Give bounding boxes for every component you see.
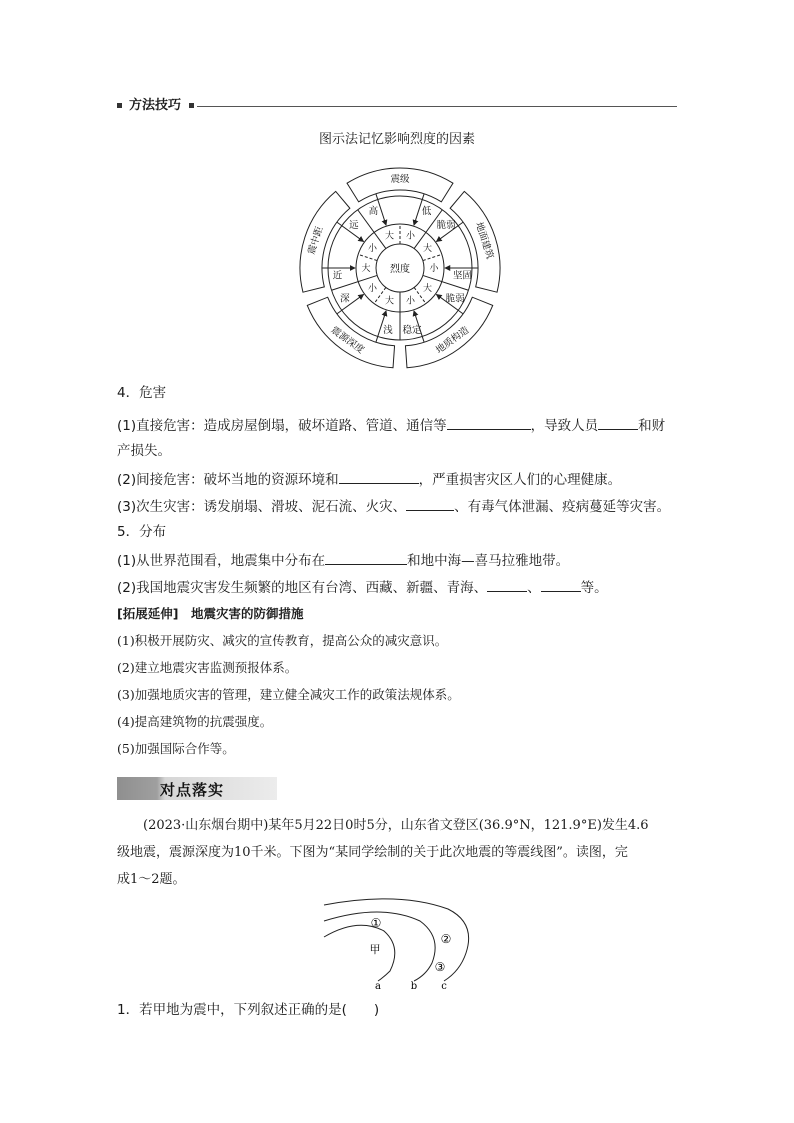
- answer-blank[interactable]: [598, 414, 638, 430]
- practice-banner: [117, 777, 277, 800]
- square-bullet-icon: [117, 103, 122, 108]
- factor-name: 震中距: [306, 225, 326, 256]
- square-bullet-icon: [189, 103, 194, 108]
- answer-blank[interactable]: [541, 576, 581, 592]
- answer-blank[interactable]: [447, 414, 531, 430]
- high-label: 脆弱: [436, 220, 456, 232]
- extension-item: (1)积极开展防灾、减灾的宣传教育，提高公众的减灾意识。: [117, 633, 448, 648]
- banner-label: 对点落实: [160, 781, 225, 799]
- text: 、有毒气体泄漏、疫病蔓延等灾害。: [454, 499, 671, 515]
- low-label: 远: [349, 220, 359, 232]
- section5-heading: 5．分布: [117, 524, 167, 540]
- extension-title: 地震灾害的防御措施: [190, 606, 304, 621]
- practice-intro-line1: (2023·山东烟台期中)某年5月22日0时5分，山东省文登区(36.9°N，121.9°E)发生4.6: [143, 818, 649, 833]
- sector-midline: [423, 254, 442, 260]
- label-jia: 甲: [369, 943, 381, 956]
- small-label: 小: [367, 283, 378, 294]
- section4-line1: [117, 414, 687, 436]
- header-rule: [197, 106, 677, 107]
- extension-item: (2)建立地震灾害监测预报体系。: [117, 660, 298, 675]
- section4-line3: [117, 495, 687, 517]
- center-label: 烈度: [390, 264, 410, 275]
- high-label: 近: [332, 270, 343, 282]
- sector-midline: [358, 254, 377, 260]
- label-b: b: [410, 981, 418, 992]
- big-label: 大: [422, 283, 433, 294]
- high-label: 脆弱: [445, 293, 465, 305]
- text: (3)次生灾害：诱发崩塌、滑坡、泥石流、火灾、: [117, 499, 407, 515]
- label-a: a: [375, 981, 381, 992]
- label-circle-2: ②: [440, 932, 452, 946]
- isoline-a: [324, 925, 395, 981]
- text: (1)直接危害：造成房屋倒塌，破坏道路、管道、通信等: [117, 418, 447, 434]
- label-circle-1: ①: [370, 916, 382, 930]
- factor-box: [300, 191, 350, 292]
- answer-blank[interactable]: [339, 468, 419, 484]
- section4-line2: [117, 468, 687, 490]
- factor-name: 震级: [390, 174, 410, 185]
- method-title: 方法技巧: [129, 98, 182, 113]
- label-circle-3: ③: [434, 960, 446, 974]
- text: ，导致人员: [530, 418, 599, 434]
- method-header: [117, 98, 677, 114]
- text: ，严重损害灾区人们的心理健康。: [418, 472, 622, 488]
- big-label: 大: [361, 264, 371, 274]
- big-label: 大: [384, 231, 395, 242]
- answer-blank[interactable]: [406, 495, 454, 511]
- low-label: 坚固: [453, 270, 473, 282]
- answer-blank[interactable]: [487, 576, 527, 592]
- text: (2)我国地震灾害发生频繁的地区有台湾、西藏、新疆、青海、: [117, 580, 488, 596]
- text: 和地中海—喜马拉雅地带。: [407, 553, 570, 569]
- label-c: c: [441, 981, 447, 992]
- low-label: 深: [340, 293, 350, 305]
- big-label: 大: [384, 296, 395, 307]
- question-1: 1．若甲地为震中，下列叙述正确的是( ): [117, 1002, 380, 1018]
- section5-line1: [117, 549, 687, 571]
- small-label: 小: [405, 296, 416, 307]
- text: 、: [527, 580, 541, 596]
- answer-blank[interactable]: [325, 549, 407, 565]
- factor-name: 地面建筑: [473, 220, 496, 261]
- intensity-diagram: [280, 150, 520, 390]
- high-label: 浅: [383, 324, 393, 336]
- practice-intro-line2: 级地震，震源深度为10千米。下图为“某同学绘制的关于此次地震的等震线图”。读图，完: [117, 845, 628, 860]
- high-label: 高: [368, 205, 379, 217]
- factor-name: 地质构造: [433, 324, 472, 357]
- text: 等。: [580, 580, 608, 596]
- text: 和财: [638, 418, 666, 434]
- diagram-title: 图示法记忆影响烈度的因素: [318, 132, 475, 147]
- text: (2)间接危害：破坏当地的资源环境和: [117, 472, 339, 488]
- extension-tag: [拓展延伸]: [117, 606, 179, 621]
- factor-name: 震源深度: [328, 324, 367, 357]
- small-label: 小: [367, 244, 378, 255]
- section4-heading: 4．危害: [117, 385, 167, 401]
- section5-line2: [117, 576, 687, 598]
- practice-intro-line3: 成1～2题。: [117, 872, 186, 887]
- extension-item: (5)加强国际合作等。: [117, 741, 235, 756]
- section4-line1-cont: 产损失。: [117, 443, 171, 459]
- small-label: 小: [405, 231, 416, 242]
- small-label: 小: [429, 264, 439, 274]
- extension-item: (3)加强地质灾害的管理，建立健全减灾工作的政策法规体系。: [117, 687, 460, 702]
- isoseismal-figure: [318, 897, 478, 993]
- text: (1)从世界范围看，地震集中分布在: [117, 553, 326, 569]
- low-label: 稳定: [402, 324, 422, 336]
- extension-item: (4)提高建筑物的抗震强度。: [117, 714, 273, 729]
- extension-heading: [117, 604, 687, 624]
- low-label: 低: [421, 205, 432, 217]
- big-label: 大: [422, 244, 433, 255]
